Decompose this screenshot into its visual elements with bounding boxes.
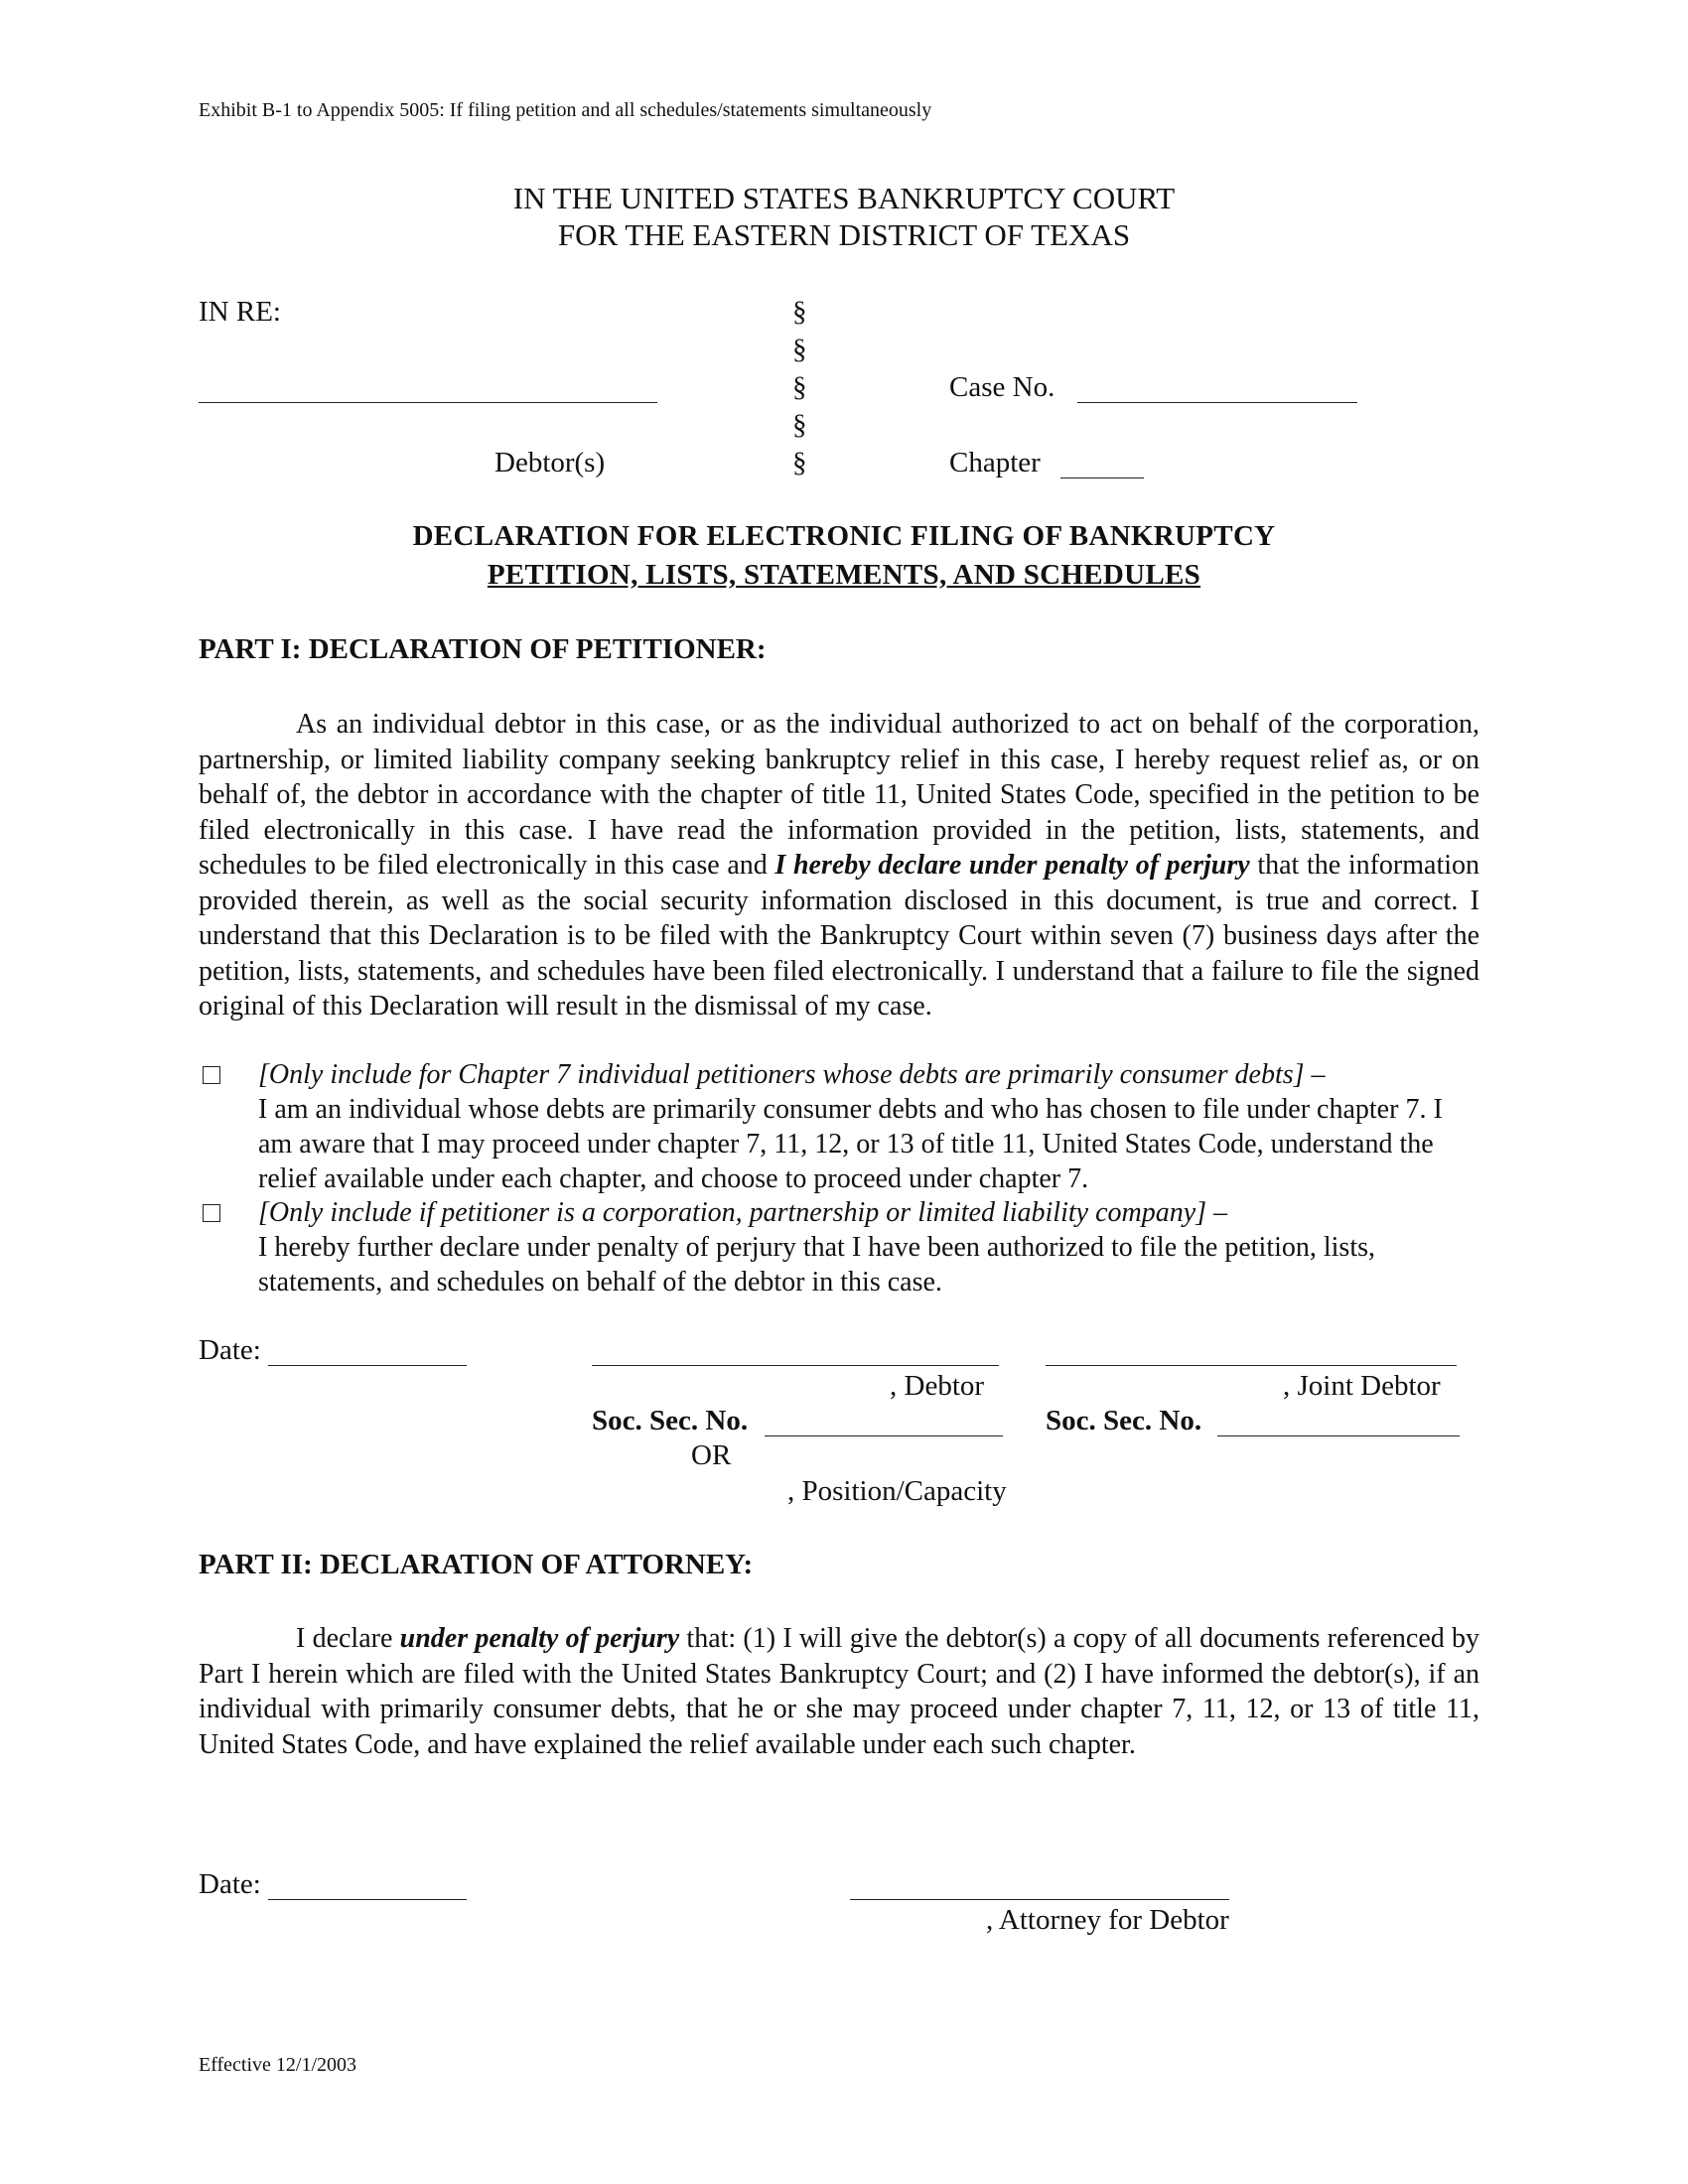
section-symbol: § <box>792 296 807 328</box>
court-district: FOR THE EASTERN DISTRICT OF TEXAS <box>557 217 1131 252</box>
debtor-signature-label: , Debtor <box>890 1370 985 1402</box>
attorney-signature-label: , Attorney for Debtor <box>986 1904 1229 1936</box>
or-label: OR <box>691 1439 732 1471</box>
part1-heading: PART I: DECLARATION OF PETITIONER: <box>199 633 767 665</box>
corporation-checkbox[interactable] <box>203 1204 220 1222</box>
court-name: IN THE UNITED STATES BANKRUPTCY COURT <box>512 181 1176 215</box>
position-capacity-label: , Position/Capacity <box>787 1475 1007 1507</box>
case-no-line[interactable] <box>1077 402 1357 403</box>
debtor-name-line[interactable] <box>199 402 657 403</box>
effective-date: Effective 12/1/2003 <box>199 2054 357 2076</box>
joint-debtor-ssn-line[interactable] <box>1217 1435 1460 1436</box>
document-subtitle: PETITION, LISTS, STATEMENTS, AND SCHEDULES <box>487 559 1201 591</box>
part1-declaration-paragraph: As an individual debtor in this case, or as the individual authorized to act on behalf of the corporation, partnership, or limited liability company seeking bankruptcy relief in this case, I hereby request relief as, or on behalf of, the debtor in accordance with the chapter of title 11, United States Code, specified in the petition to be filed electronically in this case. I have read the information provided in the petition, lists, statements, and schedules to be filed electronically in this case and I hereby declare under penalty of perjury that the information provided therein, as well as the social security information disclosed in this document, is true and correct. I understand that this Declaration is to be filed with the Bankruptcy Court within seven (7) business days after the petition, lists, statements, and schedules have been filed electronically. I understand that a failure to file the signed original of this Declaration will result in the dismissal of my case. <box>199 709 1480 1022</box>
attorney-signature-line[interactable] <box>850 1899 1229 1900</box>
section-symbol: § <box>792 409 807 441</box>
part2-heading: PART II: DECLARATION OF ATTORNEY: <box>199 1549 754 1580</box>
case-no-label: Case No. <box>949 371 1055 403</box>
part1-emphasis: I hereby declare under penalty of perjury <box>774 850 1250 881</box>
document-title: DECLARATION FOR ELECTRONIC FILING OF BANKRUPTCY <box>412 520 1276 552</box>
part2-declaration-paragraph: I declare under penalty of perjury that: (1) I will give the debtor(s) a copy of all documents referenced by Part I herein which are filed with the United States Bankruptcy Court; and (2) I have informed the debtor(s), if an individual with primarily consumer debts, that he or she may proceed under chapter 7, 11, 12, or 13 of title 11, United States Code, and have explained the relief available under each such chapter. <box>199 1623 1480 1760</box>
chapter7-option: [Only include for Chapter 7 individual petitioners whose debts are primarily consumer debts] – I am an individual whose debts are primarily consumer debts and who has chosen to file under chapter 7. I am aware that I may proceed under chapter 7, 11, 12, or 13 of title 11, United States Code, understand the relief available under each chapter, and choose to proceed under chapter 7. <box>258 1059 1443 1194</box>
chapter7-checkbox[interactable] <box>203 1066 220 1084</box>
debtor-label: Debtor(s) <box>494 447 606 478</box>
debtor-signature-line[interactable] <box>592 1365 999 1366</box>
section-symbol: § <box>792 371 807 403</box>
part1-date-line[interactable] <box>268 1365 467 1366</box>
part2-emphasis: under penalty of perjury <box>399 1623 680 1654</box>
joint-debtor-signature-line[interactable] <box>1046 1365 1457 1366</box>
part1-date-label: Date: <box>199 1334 261 1366</box>
corporation-option: [Only include if petitioner is a corporation, partnership or limited liability company] – I hereby further declare under penalty of perjury that I have been authorized to file the petition, lists, statements, and schedules on behalf of the debtor in this case. <box>258 1197 1376 1297</box>
joint-debtor-signature-label: , Joint Debtor <box>1283 1370 1441 1402</box>
section-symbol: § <box>792 447 807 478</box>
chapter-label: Chapter <box>949 447 1041 478</box>
section-symbol: § <box>792 334 807 365</box>
debtor-ssn-label: Soc. Sec. No. <box>592 1405 749 1436</box>
exhibit-header: Exhibit B-1 to Appendix 5005: If filing petition and all schedules/statements simultaneously <box>199 99 932 121</box>
in-re-label: IN RE: <box>199 296 281 328</box>
joint-debtor-ssn-label: Soc. Sec. No. <box>1046 1405 1202 1436</box>
debtor-ssn-line[interactable] <box>765 1435 1003 1436</box>
part2-date-label: Date: <box>199 1868 261 1900</box>
part2-date-line[interactable] <box>268 1899 467 1900</box>
